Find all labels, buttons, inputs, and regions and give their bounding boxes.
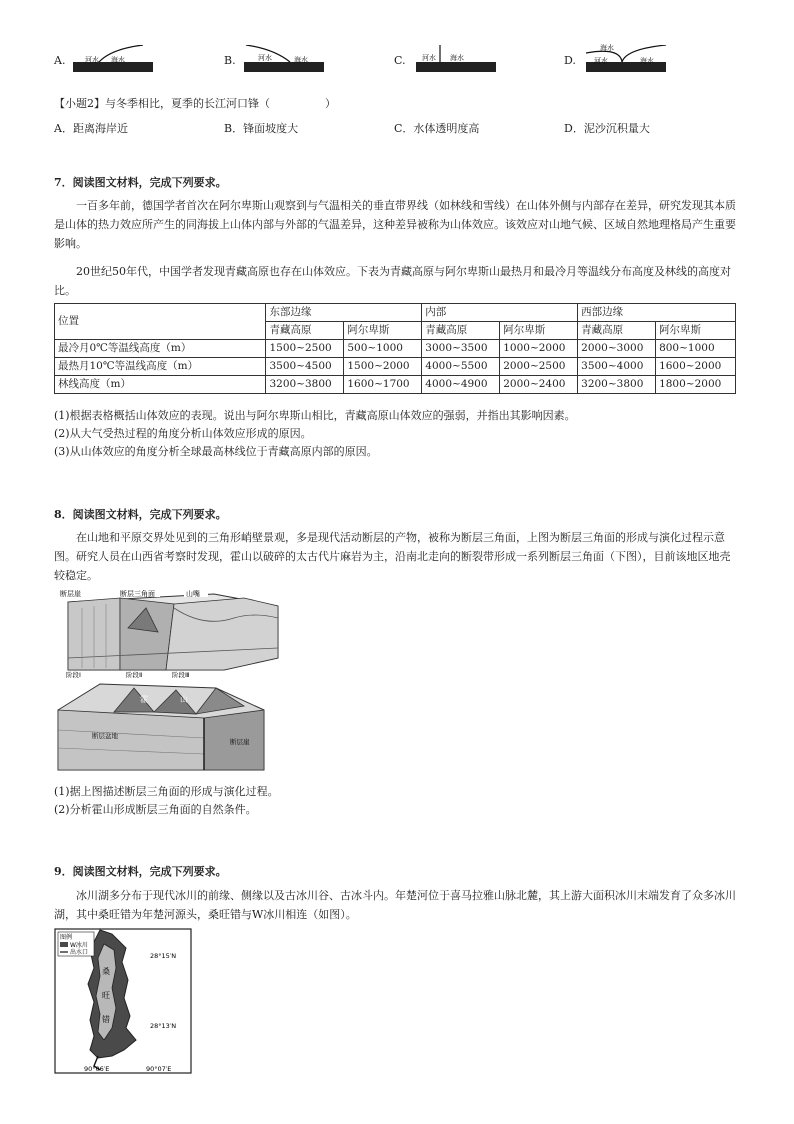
- table-cell: 1600~2000: [656, 358, 736, 376]
- q8-paragraph-1: 在山地和平原交界处见到的三角形峭壁景观，多是现代活动断层的产物，被称为断层三角面，上图为断层三角面的形成与演化过程示意图。研究人员在山西省考察时发现，霍山以破碎的太古代片麻岩为主，沿南北走向的断裂带形成一系列断层三角面（下图），目前该地区地壳较稳定。: [54, 531, 731, 582]
- q7-paragraph-1: 一百多年前，德国学者首次在阿尔卑斯山观察到与气温相关的垂直带界线（如林线和雪线）在山体外侧与内部存在差异，研究发现其本质是山体的热力效应所产生的同海拔上山体内部与外部的气温差异，这种差异被称为山体效应。该效应对山地气候、区域自然地理格局产生重要影响。: [54, 199, 736, 250]
- option-a-river-label: 河水: [85, 56, 99, 64]
- table-row-label: 最冷月0℃等温线高度（m）: [55, 340, 266, 358]
- table-cell: 2000~2400: [500, 376, 578, 394]
- fig-label-basin: 断层盆地: [92, 732, 118, 740]
- table-cell: 3500~4000: [578, 358, 656, 376]
- table-group-interior: 内部: [422, 304, 578, 322]
- table-row: [55, 358, 736, 376]
- table-subheader: 阿尔卑斯: [656, 322, 736, 340]
- option-d-diagram: [586, 45, 670, 75]
- option-d-river-label: 河水: [594, 57, 608, 65]
- option-c-sea-label: 海水: [450, 54, 464, 62]
- q9-paragraph-1: 冰川湖多分布于现代冰川的前缘、侧缘以及古冰川谷、古冰斗内。年楚河位于喜马拉雅山脉北麓，其上游大面积冰川末端发育了众多冰川湖，其中桑旺错为年楚河源头，桑旺错与W冰川相连（如图）。: [54, 889, 736, 921]
- table-position-header: 位置: [55, 304, 266, 340]
- table-group-east: 东部边缘: [266, 304, 422, 322]
- option-b-sea-label: 海水: [294, 56, 308, 64]
- table-subheader: 青藏高原: [266, 322, 344, 340]
- fig-label-stage-1: 阶段Ⅰ: [66, 671, 81, 678]
- q7-question-1: (1)根据表格概括山体效应的表现。说出与阿尔卑斯山相比，青藏高原山体效应的强弱，并指出其影响因素。: [54, 409, 576, 422]
- table-subheader: 青藏高原: [578, 322, 656, 340]
- table-group-row: [55, 304, 736, 322]
- table-cell: 1000~2000: [500, 340, 578, 358]
- table-cell: 2000~2500: [500, 358, 578, 376]
- q7-data-table: [54, 303, 736, 394]
- table-cell: 500~1000: [344, 340, 422, 358]
- table-cell: 3200~3800: [266, 376, 344, 394]
- fault-evolution-diagram: [54, 588, 284, 678]
- option-c-river-label: 河水: [422, 54, 436, 62]
- fig-label-triangle-face: 断层三角面: [120, 590, 155, 598]
- table-row-label: 最热月10℃等温线高度（m）: [55, 358, 266, 376]
- q7-heading: 7．阅读图文材料，完成下列要求。: [54, 176, 227, 189]
- table-cell: 1500~2500: [266, 340, 344, 358]
- option-a-sea-label: 海水: [111, 56, 125, 64]
- table-cell: 2000~3000: [578, 340, 656, 358]
- table-row-label: 林线高度（m）: [55, 376, 266, 394]
- q6-sub2-stem: 【小题2】与冬季相比，夏季的长江河口锋（ ）: [54, 97, 336, 110]
- option-b-river-label: 河水: [258, 54, 272, 62]
- table-cell: 3500~4500: [266, 358, 344, 376]
- q8-question-2: (2)分析霍山形成断层三角面的自然条件。: [54, 803, 257, 816]
- q8-heading: 8．阅读图文材料，完成下列要求。: [54, 508, 227, 521]
- option-b-letter: B.: [224, 54, 236, 67]
- option-a-diagram: [73, 45, 155, 75]
- q6-sub2-option-c: C．水体透明度高: [394, 122, 480, 135]
- legend-title: 图例: [60, 934, 73, 941]
- table-subheader: 青藏高原: [422, 322, 500, 340]
- q7-paragraph-2: 20世纪50年代，中国学者发现青藏高原也存在山体效应。下表为青藏高原与阿尔卑斯山最热月和最冷月等温线分布高度及林线的高度对比。: [54, 265, 731, 297]
- lake-char-2: 旺: [102, 991, 110, 1000]
- option-c-diagram: [416, 45, 498, 75]
- table-row: [55, 376, 736, 394]
- lat-label-bottom: 28°13′N: [150, 1022, 177, 1030]
- table-cell: 3200~3800: [578, 376, 656, 394]
- fig-label-shan: 山: [180, 695, 188, 704]
- legend-glacier-swatch: [60, 942, 68, 947]
- fig-label-cliff-2: 断层崖: [230, 738, 250, 746]
- fig-label-huo: 霍: [140, 695, 148, 704]
- table-cell: 1500~2000: [344, 358, 422, 376]
- option-d-top-sea-label: 海水: [600, 44, 614, 52]
- q9-heading: 9．阅读图文材料，完成下列要求。: [54, 865, 227, 878]
- table-subheader: 阿尔卑斯: [500, 322, 578, 340]
- legend-glacier: W冰川: [70, 942, 88, 949]
- lake-char-3: 错: [102, 1015, 110, 1024]
- q6-sub2-option-a: A．距离海岸近: [54, 122, 128, 135]
- huoshan-block-diagram: [54, 678, 284, 774]
- table-group-west: 西部边缘: [578, 304, 736, 322]
- q7-question-2: (2)从大气受热过程的角度分析山体效应形成的原因。: [54, 427, 312, 440]
- q8-question-1: (1)据上图描述断层三角面的形成与演化过程。: [54, 785, 279, 798]
- lake-char-1: 桑: [102, 967, 110, 976]
- table-cell: 1600~1700: [344, 376, 422, 394]
- table-cell: 1800~2000: [656, 376, 736, 394]
- fig-label-fault-cliff: 断层崖: [60, 590, 81, 598]
- lat-label-top: 28°15′N: [150, 952, 177, 960]
- table-cell: 800~1000: [656, 340, 736, 358]
- q6-sub2-option-b: B．锋面坡度大: [224, 122, 299, 135]
- option-c-letter: C.: [394, 54, 406, 67]
- fig-label-spur: 山嘴: [186, 590, 200, 598]
- option-b-diagram: [244, 45, 326, 75]
- lon-label-left: 90°06′E: [84, 1065, 110, 1073]
- table-row: [55, 340, 736, 358]
- fig-label-stage-2: 阶段Ⅱ: [126, 671, 143, 678]
- glacier-lake-map: [54, 928, 194, 1076]
- option-a-letter: A.: [54, 54, 66, 67]
- fig-label-stage-3: 阶段Ⅲ: [172, 671, 190, 678]
- table-cell: 4000~4900: [422, 376, 500, 394]
- q6-sub2-option-d: D．泥沙沉积量大: [564, 122, 650, 135]
- lon-label-right: 90°07′E: [146, 1065, 172, 1073]
- table-cell: 4000~5500: [422, 358, 500, 376]
- table-cell: 3000~3500: [422, 340, 500, 358]
- table-subheader: 阿尔卑斯: [344, 322, 422, 340]
- option-d-sea-label: 海水: [640, 57, 654, 65]
- q7-question-3: (3)从山体效应的角度分析全球最高林线位于青藏高原内部的原因。: [54, 445, 378, 458]
- option-d-letter: D.: [564, 54, 576, 67]
- legend-outlet: 出水口: [70, 949, 89, 956]
